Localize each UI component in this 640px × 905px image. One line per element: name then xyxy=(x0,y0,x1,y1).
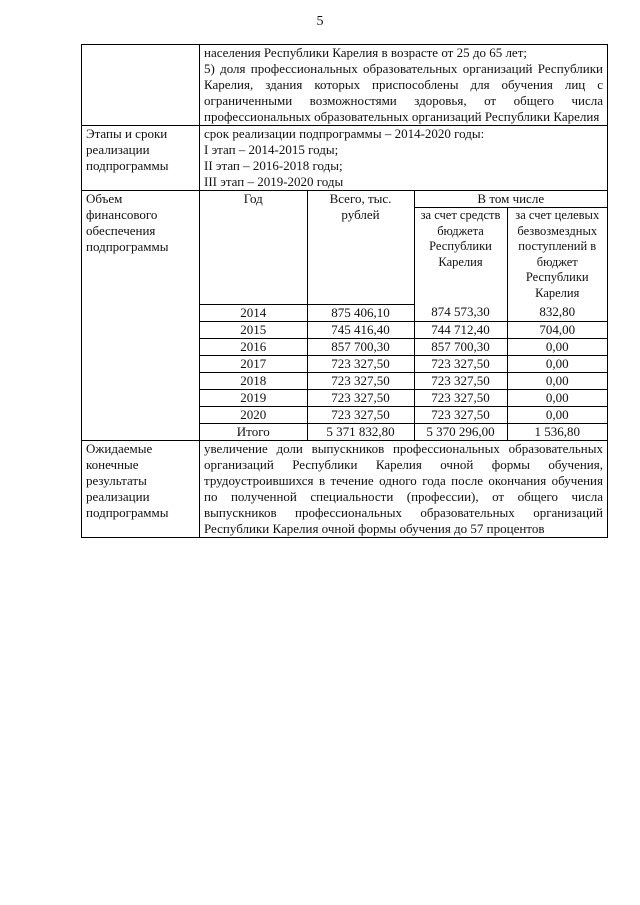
financing-data-row xyxy=(200,338,607,355)
cell-budget: 857 700,30 xyxy=(414,338,507,355)
stage-line: срок реализации подпрограммы – 2014-2020 годы: xyxy=(204,126,485,141)
cell-gratuitous: 1 536,80 xyxy=(507,423,607,440)
cell-total: 5 371 832,80 xyxy=(307,423,414,440)
cell-total: 723 327,50 xyxy=(307,355,414,372)
results-label: Ожидаемые конечные результаты реализации подпрограммы xyxy=(82,440,200,537)
stages-content xyxy=(200,126,608,191)
cell-gratuitous: 0,00 xyxy=(507,338,607,355)
financing-data-row xyxy=(200,321,607,338)
cell-budget: 723 327,50 xyxy=(414,406,507,423)
results-row xyxy=(82,440,608,537)
cell-budget: 723 327,50 xyxy=(414,389,507,406)
cell-budget: 744 712,40 xyxy=(414,321,507,338)
cell-total: 745 416,40 xyxy=(307,321,414,338)
cell-year: 2014 xyxy=(200,304,307,321)
cell-total: 723 327,50 xyxy=(307,372,414,389)
stage-line: III этап – 2019-2020 годы xyxy=(204,174,344,189)
cell-gratuitous: 0,00 xyxy=(507,372,607,389)
cell-gratuitous: 0,00 xyxy=(507,389,607,406)
cell-year: 2018 xyxy=(200,372,307,389)
cell-budget: 874 573,30 xyxy=(414,304,507,321)
header-including: В том числе xyxy=(414,191,607,208)
financing-body xyxy=(200,304,607,440)
financing-data-row xyxy=(200,406,607,423)
stage-line: II этап – 2016-2018 годы; xyxy=(204,158,343,173)
cell-total: 723 327,50 xyxy=(307,389,414,406)
financing-label: Объем финансового обеспечения подпрограммы xyxy=(82,191,200,441)
header-budget: за счет средств бюджета Республики Карелия xyxy=(414,208,507,305)
indicators-row xyxy=(82,45,608,126)
indicators-content xyxy=(200,45,608,126)
financing-row xyxy=(82,191,608,441)
indicator-line: населения Республики Карелия в возрасте от 25 до 65 лет; xyxy=(204,45,527,60)
financing-data-row xyxy=(200,423,607,440)
stage-line: I этап – 2014-2015 годы; xyxy=(204,142,339,157)
header-total: Всего, тыс. рублей xyxy=(307,191,414,304)
header-year: Год xyxy=(200,191,307,304)
cell-gratuitous: 0,00 xyxy=(507,355,607,372)
financing-header-row xyxy=(200,191,607,208)
cell-budget: 5 370 296,00 xyxy=(414,423,507,440)
cell-gratuitous: 832,80 xyxy=(507,304,607,321)
cell-year: Итого xyxy=(200,423,307,440)
cell-total: 723 327,50 xyxy=(307,406,414,423)
financing-cell xyxy=(200,191,608,441)
indicator-line: 5) доля профессиональных образовательных организаций Республики Карелия, здания которых приспособлены для обучения лиц с ограниченными возможностями здоровья, от общего числа профессиональных образовательных организаций Республики Карелия xyxy=(204,61,603,124)
cell-budget: 723 327,50 xyxy=(414,372,507,389)
cell-gratuitous: 0,00 xyxy=(507,406,607,423)
cell-year: 2020 xyxy=(200,406,307,423)
passport-table xyxy=(81,44,608,538)
cell-year: 2015 xyxy=(200,321,307,338)
header-gratuitous: за счет целевых безвозмездных поступлений в бюджет Республики Карелия xyxy=(507,208,607,305)
cell-year: 2019 xyxy=(200,389,307,406)
stages-row xyxy=(82,126,608,191)
cell-budget: 723 327,50 xyxy=(414,355,507,372)
cell-gratuitous: 704,00 xyxy=(507,321,607,338)
stages-label: Этапы и сроки реализации подпрограммы xyxy=(82,126,200,191)
cell-total: 857 700,30 xyxy=(307,338,414,355)
cell-total: 875 406,10 xyxy=(307,304,414,321)
indicators-label-cell xyxy=(82,45,200,126)
financing-table xyxy=(200,191,607,440)
financing-data-row xyxy=(200,304,607,321)
cell-year: 2016 xyxy=(200,338,307,355)
page-number: 5 xyxy=(316,14,324,29)
cell-year: 2017 xyxy=(200,355,307,372)
financing-data-row xyxy=(200,389,607,406)
financing-data-row xyxy=(200,355,607,372)
financing-data-row xyxy=(200,372,607,389)
results-text: увеличение доли выпускников профессиональных образовательных организаций Республики Карелия очной формы обучения, трудоустроившихся в течение одного года после окончания обучения по полученной специальности (профессии), от общего числа выпускников профессиональных образовательных организаций Республики Карелия очной формы обучения до 57 процентов xyxy=(200,440,608,537)
